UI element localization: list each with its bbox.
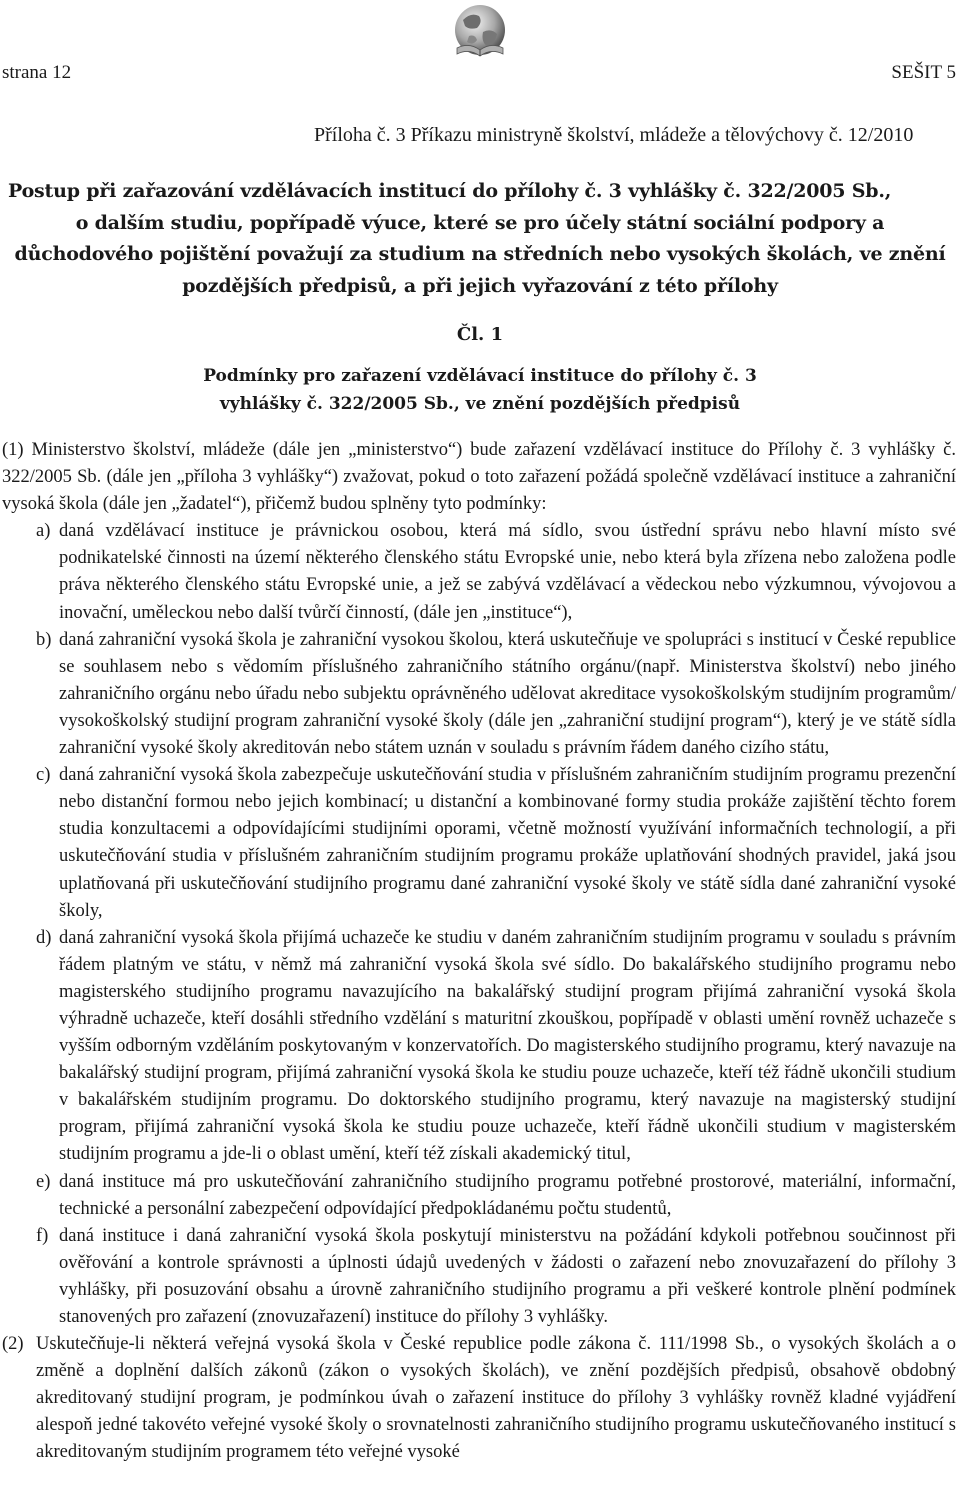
list-item-label: b) — [36, 629, 52, 650]
list-item-text: daná zahraniční vysoká škola je zahraniční vysokou školou, která uskutečňuje ve spolupráci s institucí v České republice se souhlasem nebo s vědomím příslušného zahraničního státního orgánu/(např. Ministerstva školství) nebo jiného zahraničního orgánu nebo úřadu nebo subjektu oprávněného udělovat akreditace vysokoškolským studijním programům/ vysokoškolský studijní program zahraniční vysoké školy (dále jen „zahraniční studijní program“), který je ve státě sídla zahraniční vysoké školy akreditován nebo státem uznán v souladu s právním řádem daného cizího státu, — [59, 629, 956, 759]
list-item-text: daná zahraniční vysoká škola zabezpečuje uskutečňování studia v příslušném zahraničním studijním programu prezenční nebo distanční formou nebo jejich kombinací; u distanční a kombinované formy studia prokáže zajištění těchto forem studia konzultacemi a odpovídajícími studijními oporami, včetně možností využívání informačních technologií, a při uskutečňování studia v příslušném zahraničním studijním programu prokáže uplatňování shodných pravidel, jaká jsou uplatňovaná při uskutečňování studijního programu dané zahraniční vysoké školy ve státě sídla dané zahraniční vysoké školy, — [59, 765, 956, 921]
list-item-label: d) — [36, 927, 52, 948]
paragraph-2-label: (2) — [2, 1334, 24, 1355]
list-item — [2, 627, 956, 762]
annex-reference: Příloha č. 3 Příkazu ministryně školství, mládeže a tělovýchovy č. 12/2010 — [314, 124, 914, 146]
list-item-text: daná vzdělávací instituce je právnickou osobou, která má sídlo, svou ústřední správu nebo hlavní místo své podnikatelské činnosti na území některého členského státu Evropské unie, nebo která byla zřízena nebo založena podle práva některého členského státu Evropské unie, a jež se zabývá vzdělávací a vědeckou nebo výzkumnou, vývojovou a inovační, uměleckou nebo další tvůrčí činností, (dále jen „instituce“), — [59, 521, 956, 623]
paragraph-1-intro: (1) Ministerstvo školství, mládeže (dále jen „ministerstvo“) bude zařazení vzdělávací instituce do Přílohy č. 3 vyhlášky č. 322/2005 Sb. (dále jen „příloha 3 vyhlášky“) zvažovat, pokud o toto zařazení požádá společně vzdělávací instituce a zahraniční vysoká škola (dále jen „žadatel“), přičemž budou splněny tyto podmínky: — [2, 440, 956, 515]
list-item — [2, 1169, 956, 1223]
list-item-text: daná instituce i daná zahraniční vysoká škola poskytují ministerstvu na požádání kdykoli potřebnou součinnost při ověřování a kontrole správnosti a úplnosti údajů uvedených v žádosti o zařazení nebo znovuzařazení do přílohy 3 vyhlášky, při posuzování obsahu a úrovně zahraničního studijního programu a při veškeré kontrole plnění podmínek stanovených pro zařazení (znovuzařazení) instituce do přílohy 3 vyhlášky. — [59, 1225, 956, 1327]
list-item — [2, 1223, 956, 1331]
page-number: strana 12 — [2, 62, 72, 83]
paragraph-2 — [2, 1331, 956, 1466]
document-title — [8, 176, 952, 302]
list-item — [2, 925, 956, 1169]
document-title-rest: o dalším studiu, popřípadě výuce, které se pro účely státní sociální podpory a důchodového pojištění považují za studium na středních nebo vysokých školách, ve znění pozdějších předpisů, a při jejich vyřazování z této přílohy — [14, 211, 946, 297]
document-title-line1: Postup při zařazování vzdělávacích institucí do přílohy č. 3 vyhlášky č. 322/2005 Sb., — [8, 180, 892, 202]
article-title: Podmínky pro zařazení vzdělávací instituce do přílohy č. 3 vyhlášky č. 322/2005 Sb., ve znění pozdějších předpisů — [203, 366, 757, 414]
article-number: Čl. 1 — [456, 324, 504, 345]
list-item — [2, 518, 956, 626]
list-item-text: daná instituce má pro uskutečňování zahraničního studijního programu potřebné prostorové, materiální, informační, technické a personální zabezpečení odpovídající předpokládanému počtu studentů, — [59, 1171, 956, 1219]
article-body — [2, 437, 956, 1467]
list-item-label: a) — [36, 521, 51, 542]
list-item — [2, 762, 956, 925]
globe-book-logo — [449, 2, 511, 64]
paragraph-2-text: Uskutečňuje-li některá veřejná vysoká škola v České republice podle zákona č. 111/1998 Sb., o vysokých školách a o změně a doplnění dalších zákonů (zákon o vysokých školách), ve znění pozdějších předpisů, obsahově obdobný akreditovaný studijní program, je podmínkou úvah o zařazení instituce do přílohy 3 vyhlášky rovněž kladné vyjádření alespoň jedné takovéto veřejné vysoké školy o srovnatelnosti zahraničního studijního programu uskutečňovaného institucí s akreditovaným studijním programem této veřejné vysoké — [36, 1334, 956, 1463]
issue-number: SEŠIT 5 — [891, 62, 956, 83]
list-item-label: c) — [36, 765, 51, 786]
list-item-text: daná zahraniční vysoká škola přijímá uchazeče ke studiu v daném zahraničním studijním programu v souladu s právním řádem platným ve státu, v němž má zahraniční vysoká škola své sídlo. Do bakalářského studijního programu nebo magisterského studijního programu navazujícího na bakalářský studijní program přijímá zahraniční vysoká škola výhradně uchazeče, kteří dosáhli středního vzdělání s maturitní zkouškou, popřípadě v oblasti umění rovněž uchazeče s vyšším odborným vzděláním poskytovaným v konzervatořích. Do magisterského studijního programu, který navazuje na bakalářský studijní program, přijímá zahraniční vysoká škola ke studiu pouze uchazeče, kteří též řádně ukončili studium v bakalářském studijním programu. Do doktorského studijního programu, který navazuje na magisterský studijní program, přijímá zahraniční vysoká škola ke studiu pouze uchazeče, kteří řádně ukončili studium v magisterském studijním programu a jde-li o oblast umění, kteří též získali akademický titul, — [59, 927, 956, 1165]
list-item-label: e) — [36, 1171, 51, 1192]
list-item-label: f) — [36, 1225, 49, 1246]
